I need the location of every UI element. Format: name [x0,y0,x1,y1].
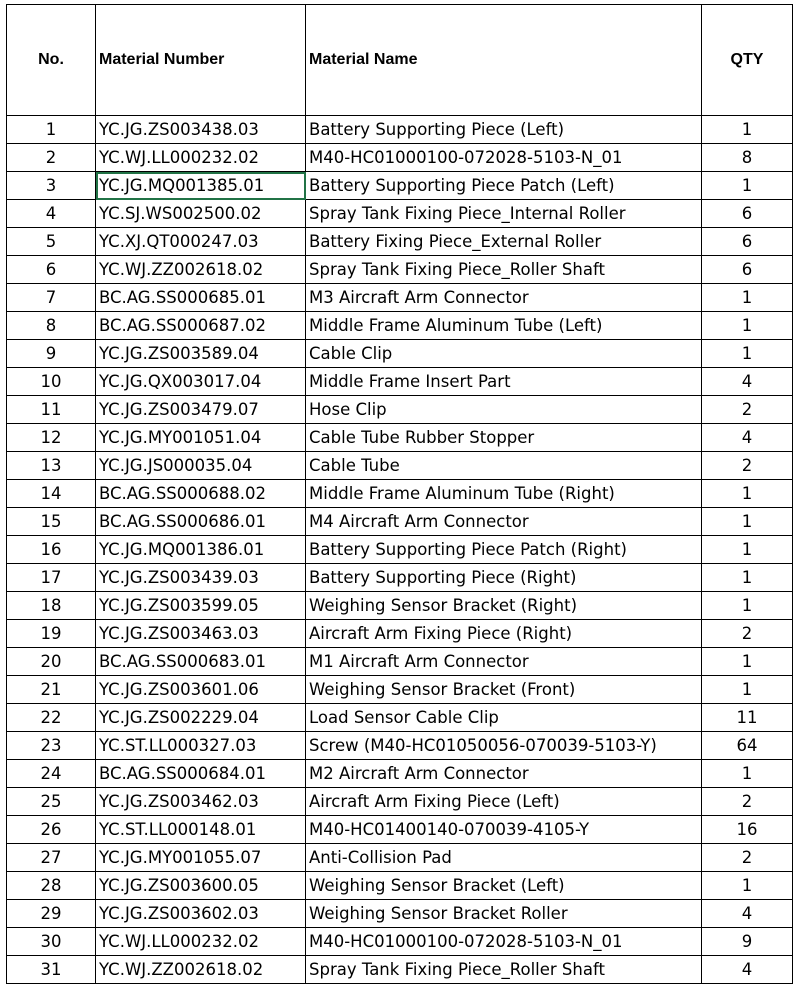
cell-qty[interactable]: 2 [702,396,793,424]
cell-qty[interactable]: 1 [702,564,793,592]
cell-qty[interactable]: 2 [702,788,793,816]
table-row [7,536,793,564]
cell-material-number[interactable]: YC.WJ.LL000232.02 [96,928,306,956]
cell-material-name[interactable]: Screw (M40-HC01050056-070039-5103-Y) [306,732,702,760]
cell-material-name[interactable]: Weighing Sensor Bracket (Front) [306,676,702,704]
cell-material-number-selected[interactable]: YC.JG.MQ001385.01 [96,172,306,200]
cell-no[interactable]: 29 [7,900,96,928]
cell-qty[interactable]: 2 [702,844,793,872]
cell-no[interactable]: 31 [7,956,96,984]
table-row [7,816,793,844]
cell-material-name[interactable]: M2 Aircraft Arm Connector [306,760,702,788]
table-row [7,760,793,788]
header-qty[interactable]: QTY [702,5,793,116]
cell-no[interactable]: 12 [7,424,96,452]
table-row [7,116,793,144]
cell-no[interactable]: 25 [7,788,96,816]
cell-no[interactable]: 23 [7,732,96,760]
cell-material-name[interactable]: Hose Clip [306,396,702,424]
table-row [7,648,793,676]
table-body [7,116,793,984]
cell-no[interactable]: 15 [7,508,96,536]
cell-material-number[interactable]: YC.JG.MY001055.07 [96,844,306,872]
table-row [7,872,793,900]
cell-material-name[interactable]: M40-HC01400140-070039-4105-Y [306,816,702,844]
table-row [7,732,793,760]
cell-no[interactable]: 10 [7,368,96,396]
cell-no[interactable]: 13 [7,452,96,480]
header-no[interactable]: No. [7,5,96,116]
table-row [7,844,793,872]
cell-material-number[interactable]: BC.AG.SS000687.02 [96,312,306,340]
cell-qty[interactable]: 1 [702,592,793,620]
cell-material-number[interactable]: YC.XJ.QT000247.03 [96,228,306,256]
cell-material-number[interactable]: YC.SJ.WS002500.02 [96,200,306,228]
cell-qty[interactable]: 9 [702,928,793,956]
table-row [7,312,793,340]
table-row [7,368,793,396]
table-row [7,172,793,200]
table-row [7,396,793,424]
header-material-number[interactable]: Material Number [96,5,306,116]
cell-material-number[interactable]: YC.JG.ZS003438.03 [96,116,306,144]
table-row [7,956,793,984]
cell-no[interactable]: 21 [7,676,96,704]
cell-material-number[interactable]: BC.AG.SS000683.01 [96,648,306,676]
table-row [7,452,793,480]
cell-qty[interactable]: 4 [702,368,793,396]
cell-material-name[interactable]: M40-HC01000100-072028-5103-N_01 [306,928,702,956]
cell-material-number[interactable]: YC.JG.ZS003439.03 [96,564,306,592]
cell-qty[interactable]: 6 [702,228,793,256]
cell-material-name[interactable]: Weighing Sensor Bracket (Right) [306,592,702,620]
cell-no[interactable]: 17 [7,564,96,592]
cell-no[interactable]: 18 [7,592,96,620]
cell-material-name[interactable]: Middle Frame Aluminum Tube (Left) [306,312,702,340]
cell-material-name[interactable]: Battery Supporting Piece (Left) [306,116,702,144]
cell-material-number[interactable]: YC.JG.ZS003600.05 [96,872,306,900]
cell-material-name[interactable]: Spray Tank Fixing Piece_Roller Shaft [306,956,702,984]
cell-material-number[interactable]: BC.AG.SS000685.01 [96,284,306,312]
cell-material-name[interactable]: Spray Tank Fixing Piece_Internal Roller [306,200,702,228]
cell-material-name[interactable]: Middle Frame Aluminum Tube (Right) [306,480,702,508]
cell-qty[interactable]: 1 [702,340,793,368]
cell-material-name[interactable]: M40-HC01000100-072028-5103-N_01 [306,144,702,172]
cell-material-number[interactable]: YC.JG.ZS003589.04 [96,340,306,368]
cell-material-number[interactable]: YC.JG.MQ001386.01 [96,536,306,564]
table-row [7,592,793,620]
cell-qty[interactable]: 1 [702,872,793,900]
cell-qty[interactable]: 1 [702,760,793,788]
table-row [7,900,793,928]
cell-material-number[interactable]: YC.ST.LL000327.03 [96,732,306,760]
cell-material-name[interactable]: Weighing Sensor Bracket (Left) [306,872,702,900]
cell-material-name[interactable]: Anti-Collision Pad [306,844,702,872]
cell-qty[interactable]: 4 [702,900,793,928]
table-row [7,508,793,536]
cell-no[interactable]: 14 [7,480,96,508]
cell-no[interactable]: 4 [7,200,96,228]
cell-material-name[interactable]: Battery Supporting Piece (Right) [306,564,702,592]
table-row [7,620,793,648]
cell-no[interactable]: 8 [7,312,96,340]
table-row [7,284,793,312]
cell-material-number[interactable]: YC.WJ.ZZ002618.02 [96,956,306,984]
cell-material-name[interactable]: M3 Aircraft Arm Connector [306,284,702,312]
cell-material-name[interactable]: Battery Supporting Piece Patch (Left) [306,172,702,200]
cell-no[interactable]: 20 [7,648,96,676]
cell-no[interactable]: 26 [7,816,96,844]
cell-qty[interactable]: 1 [702,312,793,340]
cell-qty[interactable]: 8 [702,144,793,172]
cell-material-number[interactable]: YC.JG.ZS003463.03 [96,620,306,648]
table-row [7,788,793,816]
cell-material-name[interactable]: Aircraft Arm Fixing Piece (Right) [306,620,702,648]
table-row [7,340,793,368]
cell-material-number[interactable]: YC.JG.JS000035.04 [96,452,306,480]
cell-qty[interactable]: 16 [702,816,793,844]
cell-material-name[interactable]: M4 Aircraft Arm Connector [306,508,702,536]
cell-qty[interactable]: 1 [702,172,793,200]
cell-no[interactable]: 3 [7,172,96,200]
cell-material-name[interactable]: Aircraft Arm Fixing Piece (Left) [306,788,702,816]
cell-no[interactable]: 5 [7,228,96,256]
cell-qty[interactable]: 1 [702,536,793,564]
cell-no[interactable]: 16 [7,536,96,564]
cell-material-number[interactable]: YC.JG.ZS003462.03 [96,788,306,816]
cell-qty[interactable]: 4 [702,956,793,984]
cell-no[interactable]: 2 [7,144,96,172]
header-material-name[interactable]: Material Name [306,5,702,116]
header-row [7,5,793,116]
cell-material-number[interactable]: YC.JG.ZS003602.03 [96,900,306,928]
cell-material-name[interactable]: Load Sensor Cable Clip [306,704,702,732]
table-row [7,256,793,284]
cell-qty[interactable]: 64 [702,732,793,760]
cell-no[interactable]: 30 [7,928,96,956]
cell-material-number[interactable]: YC.JG.ZS003599.05 [96,592,306,620]
cell-qty[interactable]: 6 [702,200,793,228]
cell-no[interactable]: 11 [7,396,96,424]
cell-qty[interactable]: 1 [702,116,793,144]
cell-material-name[interactable]: Cable Clip [306,340,702,368]
cell-qty[interactable]: 1 [702,508,793,536]
table-row [7,424,793,452]
cell-material-number[interactable]: BC.AG.SS000686.01 [96,508,306,536]
table-row [7,144,793,172]
cell-no[interactable]: 22 [7,704,96,732]
cell-material-number[interactable]: BC.AG.SS000684.01 [96,760,306,788]
cell-material-number[interactable]: YC.JG.MY001051.04 [96,424,306,452]
table-row [7,564,793,592]
cell-no[interactable]: 19 [7,620,96,648]
cell-qty[interactable]: 1 [702,676,793,704]
cell-no[interactable]: 24 [7,760,96,788]
table-row [7,200,793,228]
cell-material-name[interactable]: Spray Tank Fixing Piece_Roller Shaft [306,256,702,284]
cell-qty[interactable]: 11 [702,704,793,732]
cell-material-name[interactable]: Weighing Sensor Bracket Roller [306,900,702,928]
cell-qty[interactable]: 2 [702,620,793,648]
table-row [7,480,793,508]
cell-no[interactable]: 6 [7,256,96,284]
cell-material-number[interactable]: YC.WJ.LL000232.02 [96,144,306,172]
table-row [7,704,793,732]
material-table [6,4,793,984]
cell-material-number[interactable]: YC.WJ.ZZ002618.02 [96,256,306,284]
cell-material-number[interactable]: BC.AG.SS000688.02 [96,480,306,508]
cell-no[interactable]: 28 [7,872,96,900]
cell-material-name[interactable]: Cable Tube [306,452,702,480]
cell-material-number[interactable]: YC.JG.QX003017.04 [96,368,306,396]
cell-qty[interactable]: 1 [702,284,793,312]
cell-no[interactable]: 1 [7,116,96,144]
cell-qty[interactable]: 1 [702,480,793,508]
cell-no[interactable]: 27 [7,844,96,872]
cell-material-name[interactable]: Cable Tube Rubber Stopper [306,424,702,452]
cell-material-number[interactable]: YC.JG.ZS003479.07 [96,396,306,424]
cell-material-number[interactable]: YC.JG.ZS003601.06 [96,676,306,704]
cell-material-name[interactable]: Battery Fixing Piece_External Roller [306,228,702,256]
cell-qty[interactable]: 6 [702,256,793,284]
cell-qty[interactable]: 2 [702,452,793,480]
cell-no[interactable]: 9 [7,340,96,368]
cell-material-name[interactable]: Middle Frame Insert Part [306,368,702,396]
cell-material-name[interactable]: Battery Supporting Piece Patch (Right) [306,536,702,564]
cell-no[interactable]: 7 [7,284,96,312]
cell-material-number[interactable]: YC.ST.LL000148.01 [96,816,306,844]
cell-material-number[interactable]: YC.JG.ZS002229.04 [96,704,306,732]
table-row [7,228,793,256]
table-row [7,928,793,956]
cell-qty[interactable]: 4 [702,424,793,452]
cell-qty[interactable]: 1 [702,648,793,676]
cell-material-name[interactable]: M1 Aircraft Arm Connector [306,648,702,676]
table-row [7,676,793,704]
